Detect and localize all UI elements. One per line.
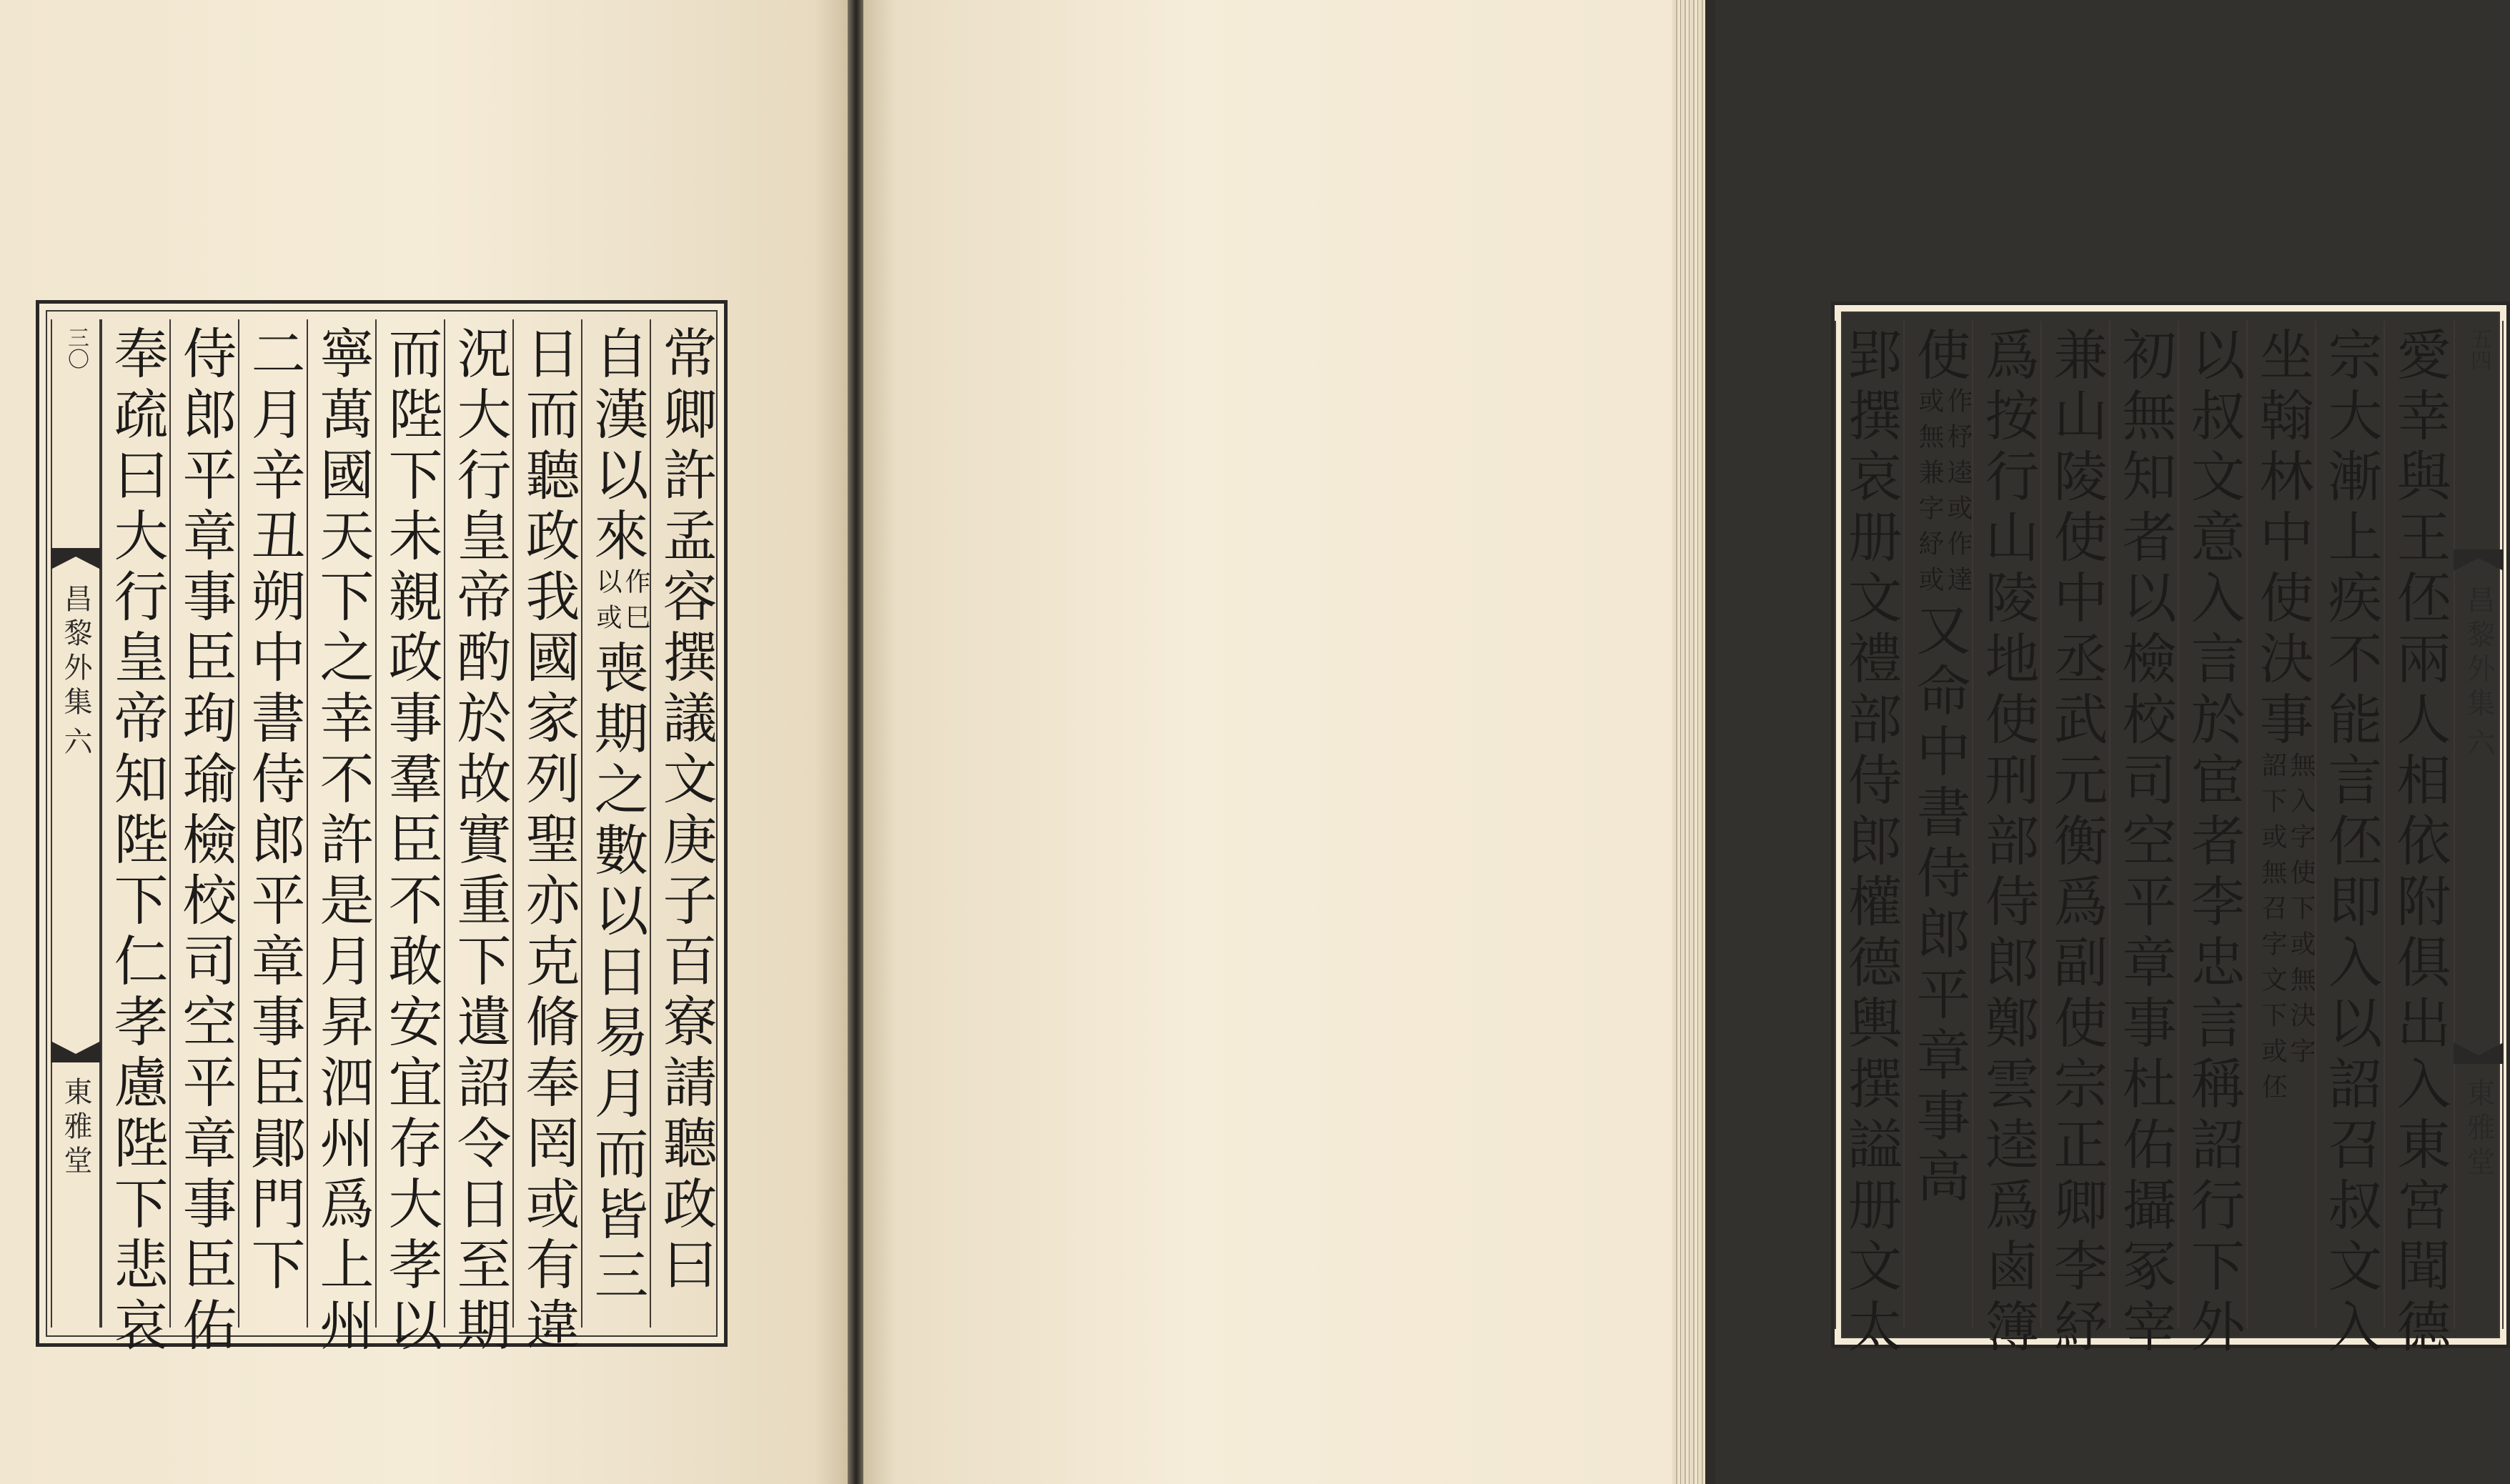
column-text: 爲按行山陵地使刑部侍郎鄭雲逵爲鹵簿 (1976, 327, 2040, 1359)
book-gutter (848, 0, 865, 1484)
margin-page-number: 五四 (2466, 328, 2491, 371)
column-text: 侍郎平章事臣珣瑜檢校司空平章事臣佑 (174, 325, 237, 1358)
text-column (581, 319, 651, 1328)
column-text: 日而聽政我國家列聖亦克脩奉罔或有違 (517, 325, 580, 1358)
note-left: 詔下或無召字文下或伾 (2258, 752, 2287, 1109)
interlinear-note (2256, 752, 2316, 1109)
right-text-frame (1831, 302, 2510, 1359)
note-right: 作巳 (621, 568, 650, 639)
margin-page-number: 三〇 (64, 327, 89, 369)
text-column (169, 319, 239, 1358)
interlinear-note (591, 568, 651, 639)
text-column (2246, 321, 2316, 1329)
right-page (863, 0, 2495, 1484)
interlinear-note (1913, 387, 1973, 602)
column-text: 自漢以來 (585, 325, 649, 568)
left-page (0, 0, 849, 1484)
text-column (2109, 321, 2179, 1359)
text-column (1972, 321, 2042, 1359)
column-text: 而陛下未親政事羣臣不敢安宜存大孝以 (380, 325, 443, 1358)
column-text: 郢撰哀册文禮部侍郎權德輿撰謚册文太 (1839, 327, 1903, 1359)
text-column (2315, 321, 2385, 1359)
note-right: 無入字使下或無決字 (2286, 752, 2316, 1073)
margin-book-title: 昌黎外集 (59, 584, 92, 721)
fish-tail-mark (2454, 1042, 2504, 1064)
center-margin-strip (2454, 321, 2504, 1329)
column-text: 兼山陵使中丞武元衡爲副使宗正卿李紓 (2045, 327, 2108, 1359)
text-column (238, 319, 308, 1328)
fish-tail-mark (51, 548, 101, 569)
margin-book-title: 昌黎外集 (2462, 585, 2495, 722)
text-column (307, 319, 377, 1358)
center-margin-strip (51, 319, 101, 1328)
text-column (444, 319, 514, 1358)
text-column (650, 319, 720, 1328)
column-text: 宗大漸上疾不能言伾即入以詔召叔文入 (2319, 327, 2383, 1359)
fish-tail-mark (2454, 549, 2504, 571)
note-right: 作杼逵或作達 (1943, 387, 1973, 602)
column-text: 坐翰林中使決事 (2251, 327, 2314, 752)
left-text-frame (36, 300, 728, 1358)
note-left: 或無兼字紓或 (1915, 387, 1944, 602)
margin-volume: 六 (2462, 728, 2495, 762)
column-text-after: 喪期之數以日易月而皆三 (585, 639, 649, 1308)
text-column (2178, 321, 2248, 1359)
column-text: 二月辛丑朔中書侍郎平章事臣鄖門下 (242, 325, 306, 1297)
text-column (2040, 321, 2110, 1359)
column-text-after: 又命中書侍郎平章事高 (1908, 602, 1971, 1209)
fish-tail-mark (51, 1041, 101, 1062)
text-column (1835, 321, 1905, 1359)
column-text: 初無知者以檢校司空平章事杜佑攝冢宰 (2113, 327, 2177, 1359)
column-text: 愛幸與王伾兩人相依附俱出入東宮聞德 (2388, 327, 2451, 1359)
margin-publisher: 東雅堂 (2462, 1078, 2495, 1181)
text-column (101, 319, 171, 1358)
margin-volume: 六 (59, 727, 92, 761)
note-left: 以或 (592, 568, 622, 639)
text-column (512, 319, 582, 1358)
column-text: 以叔文意入言於宦者李忠言稱詔行下外 (2182, 327, 2246, 1359)
margin-publisher: 東雅堂 (59, 1077, 92, 1180)
column-text: 常卿許孟容撰議文庚子百寮請聽政曰 (654, 325, 718, 1297)
text-column (2383, 321, 2454, 1359)
text-column (375, 319, 445, 1358)
page-edges (1672, 0, 1715, 1484)
column-text: 況大行皇帝酌於故實重下遺詔令日至期 (448, 325, 512, 1358)
column-text: 使 (1908, 327, 1971, 387)
column-text: 奉疏曰大行皇帝知陛下仁孝慮陛下悲哀 (105, 325, 169, 1358)
column-text: 寧萬國天下之幸不許是月昇泗州爲上州 (311, 325, 374, 1358)
text-column (1903, 321, 1973, 1329)
